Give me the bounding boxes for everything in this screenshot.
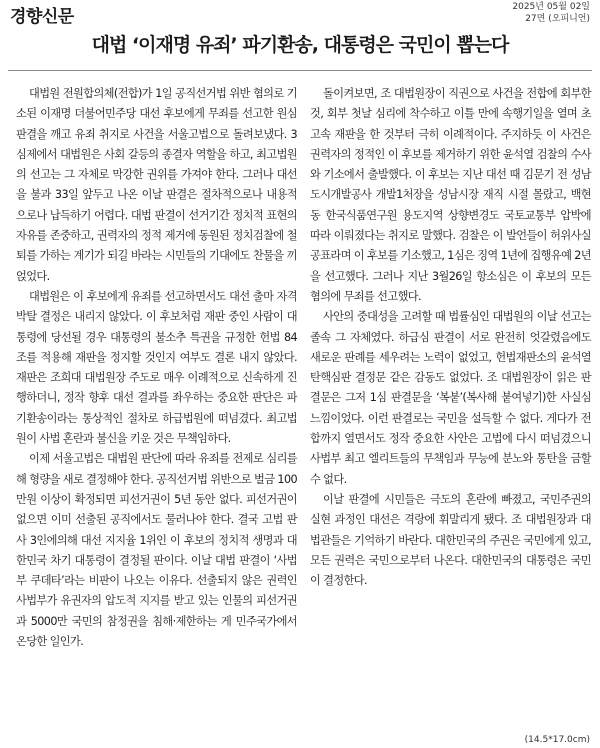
article-paragraph-3: 이제 서울고법은 대법원 판단에 따라 유죄를 전제로 심리를 해 형량을 새로 결정해야 한다. 공직선거법 위반으로 벌금 100만원 이상이 확정되면 피선거권이 5년 동안 없다. 피선거권이 없으면 이미 선출된 공직에서도 물러나야 한다. 결국 고법 판사 3인에의해 대선 지지율 1위인 이 후보의 정치적 생명과 대한민국 차기 대통령이 결정될 판이다. 이날 대법 판결이 ‘사법부 쿠데타’라는 비판이 나오는 이유다. 선출되지 않은 권력인 사법부가 유권자의 압도적 지지를 받고 있는 인물의 피선거권과 5000만 국민의 참정권을 침해·제한하는 게 민주국가에서 온당한 일인가.: [16, 452, 297, 649]
article-paragraph-2: 대법원은 이 후보에게 유죄를 선고하면서도 대선 출마 자격 박탈 결정은 내리지 않았다. 이 후보처럼 재판 중인 사람이 대통령에 당선될 경우 대통령의 불소추 특권을 규정한 헌법 84조를 적용해 재판을 정지할 것인지 여부도 결론 내지 않았다. 재판은 조희대 대법원장 주도로 매우 이례적으로 신속하게 진행하더니, 정작 향후 대선 결과를 좌우하는 중요한 판단은 파기환송이라는 통상적인 절차로 하급법원에 떠넘겼다. 최고법원이 사법 혼란과 불신을 키운 것은 무책임하다.: [16, 289, 297, 446]
clipping-size-note: (14.5*17.0cm): [524, 735, 590, 745]
article-paragraph-1: 대법원 전원합의체(전합)가 1일 공직선거법 위반 혐의로 기소된 이재명 더불어민주당 대선 후보에게 무죄를 선고한 원심 판결을 깨고 유죄 취지로 사건을 서울고법으로 돌려보냈다. 3심제에서 대법원은 사회 갈등의 종결자 역할을 하고, 최고법원의 선고는 그 자체로 막강한 권위를 가져야 한다. 그러나 대선을 불과 33일 앞두고 나온 이날 판결은 절차적으로나 내용적으로나 납득하기 어렵다. 대법 판결이 선거기간 정치적 표현의 자유를 존중하고, 권력자의 정적 제거에 동원된 정치검찰에 철퇴를 가하는 계기가 되길 바라는 시민들의 기대에도 찬물을 끼얹었다.: [16, 87, 297, 283]
article-paragraph-5: 사안의 중대성을 고려할 때 법률심인 대법원의 이날 선고는 졸속 그 자체였다. 하급심 판결이 서로 완전히 엇갈렸음에도 새로운 판례를 세우려는 노력이 없었고, 헌법재판소의 윤석열 탄핵심판 결정문 같은 감동도 없었다. 조 대법원장이 읽은 판결문은 그저 1심 판결문을 ‘복붙’(복사해 붙여넣기)한 사실심 느낌이었다. 이런 판결로는 국민을 설득할 수 없다. 게다가 전합까지 열면서도 정작 중요한 사안은 고법에 다시 떠넘겼으니 사법부 최고 엘리트들의 무책임과 무능에 분노와 통탄을 금할 수 없다.: [310, 310, 591, 486]
publication-meta: [512, 1, 590, 25]
page-section: 27면 (오피니언): [525, 14, 590, 24]
article-column-left: [16, 84, 297, 652]
newspaper-masthead: 경향신문: [10, 7, 74, 27]
article-column-right: [310, 84, 591, 591]
editorial-headline: 대법 ‘이재명 유죄’ 파기환송, 대통령은 국민이 뽑는다: [91, 34, 509, 56]
publication-date: 2025년 05월 02일: [512, 2, 590, 12]
article-paragraph-4: 돌이켜보면, 조 대법원장이 직권으로 사건을 전합에 회부한 것, 회부 첫날 심리에 착수하고 이틀 만에 속행기일을 열며 초고속 재판을 한 것부터 극히 이례적이다. 주지하듯 이 사건은 권력자의 정적인 이 후보를 제거하기 위한 윤석열 검찰의 수사와 기소에서 출발했다. 이 후보는 지난 대선 때 김문기 전 성남도시개발공사 개발1처장을 성남시장 재직 시절 몰랐고, 백현동 한국식품연구원 용도지역 상향변경도 국토교통부 압박에 따라 이뤄졌다는 취지로 말했다. 검찰은 이 발언들이 허위사실 공표라며 이 후보를 기소했고, 1심은 징역 1년에 집행유예 2년을 선고했다. 그러나 지난 3월26일 항소심은 이 후보의 모든 혐의에 무죄를 선고했다.: [310, 87, 591, 303]
article-paragraph-6: 이날 판결에 시민들은 극도의 혼란에 빠졌고, 국민주권의 실현 과정인 대선은 격랑에 휘말리게 됐다. 조 대법원장과 대법관들은 기억하기 바란다. 대한민국의 주권은 국민에게 있고, 모든 권력은 국민으로부터 나온다. 대한민국의 대통령은 국민이 결정한다.: [310, 492, 591, 588]
headline-divider: [8, 70, 592, 71]
